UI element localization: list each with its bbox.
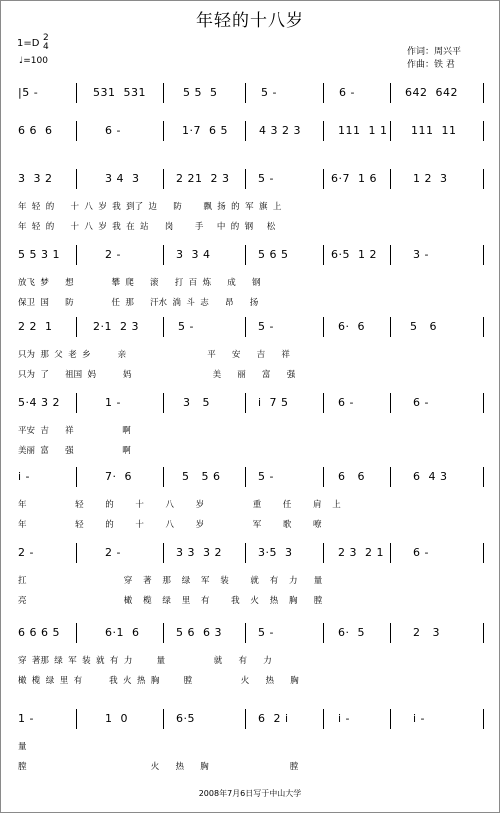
lyric-line bbox=[16, 200, 484, 212]
barline bbox=[76, 709, 77, 729]
lyric-line bbox=[16, 574, 484, 586]
lyric-text: 橄 榄 绿 里 有 我 火 热 胸 膛 火 热 胸 bbox=[18, 676, 299, 686]
notes-line bbox=[16, 546, 484, 562]
barline bbox=[245, 317, 246, 337]
barline bbox=[390, 393, 391, 413]
note-group: 5 5 6 bbox=[182, 470, 221, 483]
note-group: 5 - bbox=[258, 320, 274, 333]
barline bbox=[76, 121, 77, 141]
barline bbox=[323, 317, 324, 337]
barline bbox=[390, 467, 391, 487]
lyric-line bbox=[16, 368, 484, 380]
note-group: 3·5 3 bbox=[258, 546, 293, 559]
barline bbox=[323, 83, 324, 103]
note-group: 6· 5 bbox=[338, 626, 365, 639]
barline bbox=[163, 393, 164, 413]
barline bbox=[323, 393, 324, 413]
note-group: 2·1 2 3 bbox=[93, 320, 139, 333]
notes-line bbox=[16, 86, 484, 102]
barline bbox=[390, 623, 391, 643]
barline bbox=[323, 709, 324, 729]
barline bbox=[245, 121, 246, 141]
barline bbox=[76, 623, 77, 643]
lyric-line bbox=[16, 654, 484, 666]
barline bbox=[76, 543, 77, 563]
barline bbox=[245, 623, 246, 643]
composer: 作曲：铁 君 bbox=[407, 60, 455, 70]
note-group: 6 6 bbox=[338, 470, 365, 483]
note-group: 5·4 3 2 bbox=[18, 396, 60, 409]
barline bbox=[245, 467, 246, 487]
key-label: 1=D bbox=[17, 38, 40, 49]
note-group: 6 - bbox=[105, 124, 121, 137]
barline-end bbox=[483, 121, 484, 141]
barline bbox=[163, 543, 164, 563]
lyric-text: 美丽 富 强 啊 bbox=[18, 446, 131, 456]
barline bbox=[390, 83, 391, 103]
barline bbox=[390, 543, 391, 563]
lyric-text: 放飞 梦 想 攀 爬 滚 打 百 炼 成 钢 bbox=[18, 278, 261, 288]
lyric-text: 只为 那 父 老 乡 亲 平 安 吉 祥 bbox=[18, 350, 290, 360]
barline bbox=[76, 169, 77, 189]
note-group: 1 0 bbox=[105, 712, 128, 725]
note-group: 2 - bbox=[105, 248, 121, 261]
note-group: 6 - bbox=[338, 396, 354, 409]
lyric-text: 扛 穿 著 那 绿 军 装 就 有 力 量 bbox=[18, 576, 323, 586]
note-group: 6 4 3 bbox=[413, 470, 448, 483]
note-group: 6 - bbox=[339, 86, 355, 99]
note-group: 7· 6 bbox=[105, 470, 132, 483]
note-group: 2 3 bbox=[413, 626, 440, 639]
note-group: 6·7 1 6 bbox=[331, 172, 377, 185]
barline bbox=[390, 169, 391, 189]
barline bbox=[245, 709, 246, 729]
barline bbox=[323, 467, 324, 487]
barline bbox=[245, 83, 246, 103]
lyric-line bbox=[16, 220, 484, 232]
lyric-text: 年 轻 的 十 八 岁 军 歌 嘹 bbox=[18, 520, 322, 530]
note-group: 5 - bbox=[178, 320, 194, 333]
barline-end bbox=[483, 623, 484, 643]
note-group: 6·5 bbox=[176, 712, 195, 725]
barline bbox=[163, 245, 164, 265]
note-group: 2 3 2 1 bbox=[338, 546, 384, 559]
lyricist: 作词：周兴平 bbox=[407, 47, 462, 57]
lyric-text: 年 轻 的 十 八 岁 我 到了 边 防 飘 扬 的 军 旗 上 bbox=[18, 202, 282, 212]
barline bbox=[245, 169, 246, 189]
barline bbox=[76, 317, 77, 337]
note-group: i - bbox=[338, 712, 351, 725]
barline bbox=[390, 245, 391, 265]
note-group: 2 21 2 3 bbox=[176, 172, 230, 185]
barline bbox=[323, 121, 324, 141]
barline bbox=[390, 121, 391, 141]
barline-end bbox=[483, 245, 484, 265]
barline-end bbox=[483, 317, 484, 337]
note-group: 5 - bbox=[258, 470, 274, 483]
note-group: i 7 5 bbox=[258, 396, 289, 409]
note-group: 5 - bbox=[258, 172, 274, 185]
lyric-line bbox=[16, 740, 484, 752]
barline-end bbox=[483, 467, 484, 487]
lyric-line bbox=[16, 424, 484, 436]
lyric-text: 膛 火 热 胸 膛 bbox=[18, 762, 299, 772]
key-signature bbox=[17, 33, 49, 52]
barline bbox=[245, 245, 246, 265]
lyric-line bbox=[16, 498, 484, 510]
lyric-text: 平安 吉 祥 啊 bbox=[18, 426, 131, 436]
lyric-text: 亮 橄 榄 绿 里 有 我 火 热 胸 膛 bbox=[18, 596, 323, 606]
lyric-text: 年 轻 的 十 八 岁 我 在 站 岗 手 中 的 钢 松 bbox=[18, 222, 276, 232]
barline bbox=[76, 245, 77, 265]
lyric-text: 只为 了 祖国 妈 妈 美 丽 富 强 bbox=[18, 370, 296, 380]
barline bbox=[323, 169, 324, 189]
time-bottom: 4 bbox=[43, 42, 49, 52]
barline bbox=[323, 623, 324, 643]
time-signature bbox=[43, 34, 49, 52]
lyric-line bbox=[16, 276, 484, 288]
note-group: 3 5 bbox=[183, 396, 210, 409]
notes-line bbox=[16, 172, 484, 188]
barline-end bbox=[483, 709, 484, 729]
note-group: 5 5 3 1 bbox=[18, 248, 60, 261]
note-group: 5 6 bbox=[410, 320, 437, 333]
barline bbox=[76, 467, 77, 487]
note-group: |5 - bbox=[18, 86, 39, 99]
barline bbox=[76, 83, 77, 103]
note-group: 2 2 1 bbox=[18, 320, 53, 333]
footer-note: 2008年7月6日写于中山大学 bbox=[198, 789, 302, 798]
barline bbox=[245, 393, 246, 413]
barline bbox=[163, 317, 164, 337]
lyric-line bbox=[16, 444, 484, 456]
barline bbox=[163, 467, 164, 487]
lyric-line bbox=[16, 296, 484, 308]
note-group: 5 5 5 bbox=[183, 86, 218, 99]
barline-end bbox=[483, 393, 484, 413]
barline bbox=[76, 393, 77, 413]
note-group: 3 3 2 bbox=[18, 172, 53, 185]
note-group: 5 6 5 bbox=[258, 248, 289, 261]
barline bbox=[390, 709, 391, 729]
note-group: 6· 6 bbox=[338, 320, 365, 333]
note-group: 6 6 6 5 bbox=[18, 626, 60, 639]
note-group: 2 - bbox=[18, 546, 34, 559]
note-group: 111 11 bbox=[411, 124, 457, 137]
note-group: 6 6 6 bbox=[18, 124, 53, 137]
barline bbox=[163, 121, 164, 141]
tempo-marking: ♩=100 bbox=[19, 56, 48, 66]
note-group: i - bbox=[18, 470, 31, 483]
lyric-line bbox=[16, 760, 484, 772]
barline bbox=[163, 623, 164, 643]
notes-line bbox=[16, 712, 484, 728]
note-group: i - bbox=[413, 712, 426, 725]
lyric-text: 量 bbox=[18, 742, 27, 752]
notes-line bbox=[16, 626, 484, 642]
lyric-text: 年 轻 的 十 八 岁 重 任 肩 上 bbox=[18, 500, 341, 510]
note-group: 1 2 3 bbox=[413, 172, 448, 185]
note-group: 3 3 3 2 bbox=[176, 546, 222, 559]
note-group: 6 2 i bbox=[258, 712, 289, 725]
lyric-line bbox=[16, 518, 484, 530]
lyric-line bbox=[16, 348, 484, 360]
note-group: 2 - bbox=[105, 546, 121, 559]
barline bbox=[163, 709, 164, 729]
note-group: 6·5 1 2 bbox=[331, 248, 377, 261]
notes-line bbox=[16, 396, 484, 412]
barline-end bbox=[483, 169, 484, 189]
barline bbox=[245, 543, 246, 563]
note-group: 3 3 4 bbox=[176, 248, 211, 261]
note-group: 5 6 6 3 bbox=[176, 626, 222, 639]
note-group: 4 3 2 3 bbox=[259, 124, 301, 137]
note-group: 3 - bbox=[413, 248, 429, 261]
barline bbox=[390, 317, 391, 337]
barline-end bbox=[483, 543, 484, 563]
note-group: 642 642 bbox=[405, 86, 458, 99]
note-group: 111 1 1 bbox=[338, 124, 388, 137]
note-group: 531 531 bbox=[93, 86, 146, 99]
note-group: 3 4 3 bbox=[105, 172, 140, 185]
note-group: 6 - bbox=[413, 546, 429, 559]
lyric-line bbox=[16, 594, 484, 606]
note-group: 5 - bbox=[261, 86, 277, 99]
credits bbox=[407, 46, 461, 72]
lyric-text: 保卫 国 防 任 那 汗水 淌 斗 志 昂 扬 bbox=[18, 298, 259, 308]
note-group: 1·7 6 5 bbox=[182, 124, 228, 137]
note-group: 1 - bbox=[18, 712, 34, 725]
note-group: 6 - bbox=[413, 396, 429, 409]
barline bbox=[323, 543, 324, 563]
notes-line bbox=[16, 320, 484, 336]
time-top: 2 bbox=[43, 33, 49, 43]
note-group: 6·1 6 bbox=[105, 626, 140, 639]
lyric-text: 穿 著那 绿 军 装 就 有 力 量 就 有 力 bbox=[18, 656, 272, 666]
barline bbox=[163, 83, 164, 103]
notes-line bbox=[16, 248, 484, 264]
lyric-line bbox=[16, 674, 484, 686]
note-group: 5 - bbox=[258, 626, 274, 639]
barline bbox=[163, 169, 164, 189]
notes-line bbox=[16, 470, 484, 486]
notes-line bbox=[16, 124, 484, 140]
note-group: 1 - bbox=[105, 396, 121, 409]
barline bbox=[323, 245, 324, 265]
barline-end bbox=[483, 83, 484, 103]
song-title: 年轻的十八岁 bbox=[196, 11, 304, 31]
